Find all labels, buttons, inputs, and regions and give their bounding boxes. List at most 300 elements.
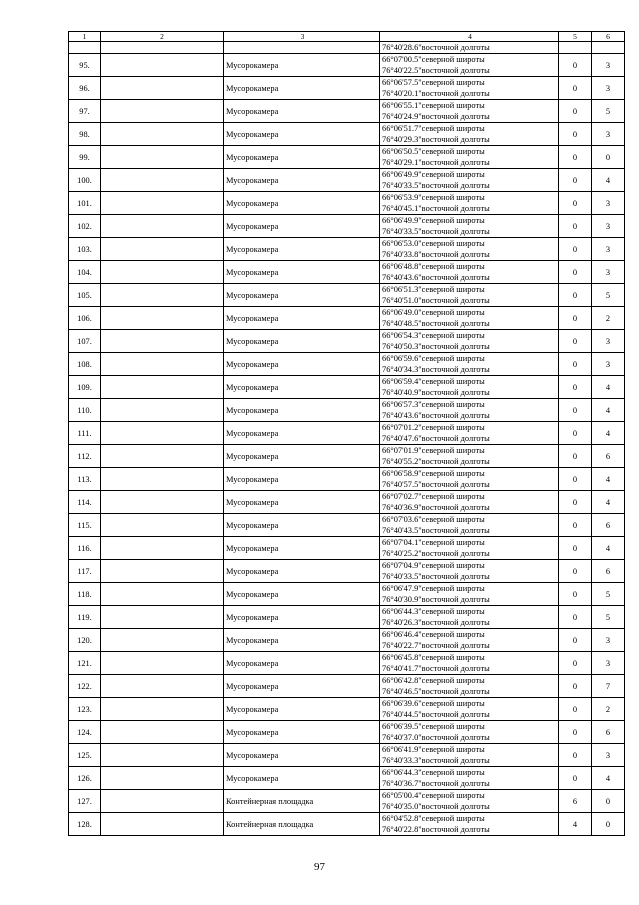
column-6-value: 3 (592, 215, 625, 238)
row-number: 117. (69, 560, 101, 583)
longitude: 76°40'44.5"восточной долготы (382, 710, 490, 719)
table-row (69, 100, 625, 123)
latitude: 66°06'44.3"северной широты (382, 768, 485, 777)
empty-cell (101, 123, 224, 146)
object-type: Мусорокамера (224, 123, 380, 146)
object-type: Мусорокамера (224, 468, 380, 491)
column-6-value: 3 (592, 238, 625, 261)
empty-cell (101, 629, 224, 652)
coordinates (380, 261, 559, 284)
table-row (69, 77, 625, 100)
empty-cell (101, 675, 224, 698)
coordinates (380, 560, 559, 583)
longitude: 76°40'26.3"восточной долготы (382, 618, 490, 627)
column-6-value: 6 (592, 560, 625, 583)
coordinates (380, 215, 559, 238)
coordinates (380, 146, 559, 169)
row-number: 105. (69, 284, 101, 307)
table-row (69, 422, 625, 445)
column-6-value: 3 (592, 54, 625, 77)
longitude: 76°40'37.0"восточной долготы (382, 733, 490, 742)
column-5-value: 6 (559, 790, 592, 813)
row-number: 127. (69, 790, 101, 813)
longitude: 76°40'43.5"восточной долготы (382, 526, 490, 535)
coordinates (380, 537, 559, 560)
latitude: 66°06'57.3"северной широты (382, 400, 485, 409)
latitude: 66°07'01.9"северной широты (382, 446, 485, 455)
table-row (69, 583, 625, 606)
table-row (69, 353, 625, 376)
empty-cell (101, 215, 224, 238)
column-6-value: 4 (592, 491, 625, 514)
object-type: Мусорокамера (224, 675, 380, 698)
column-6-value: 3 (592, 261, 625, 284)
longitude: 76°40'22.8"восточной долготы (382, 825, 490, 834)
longitude: 76°40'43.6"восточной долготы (382, 411, 490, 420)
table-row (69, 790, 625, 813)
row-number: 95. (69, 54, 101, 77)
row-number: 126. (69, 767, 101, 790)
empty-cell (101, 652, 224, 675)
longitude: 76°40'20.1"восточной долготы (382, 89, 490, 98)
row-number: 104. (69, 261, 101, 284)
coordinates (380, 744, 559, 767)
object-type: Мусорокамера (224, 491, 380, 514)
row-number: 102. (69, 215, 101, 238)
latitude: 66°06'48.8"северной широты (382, 262, 485, 271)
header-cell: 3 (224, 32, 380, 42)
row-number: 98. (69, 123, 101, 146)
coordinates (380, 284, 559, 307)
row-number: 122. (69, 675, 101, 698)
object-type: Мусорокамера (224, 192, 380, 215)
latitude: 66°06'47.9"северной широты (382, 584, 485, 593)
coordinates (380, 123, 559, 146)
empty-cell (101, 721, 224, 744)
latitude: 66°07'02.7"северной широты (382, 492, 485, 501)
empty-cell (101, 376, 224, 399)
table-row (69, 192, 625, 215)
column-6-value: 3 (592, 652, 625, 675)
object-type: Мусорокамера (224, 376, 380, 399)
coordinates (380, 100, 559, 123)
cell (559, 42, 592, 54)
row-number: 123. (69, 698, 101, 721)
row-number: 109. (69, 376, 101, 399)
header-cell: 1 (69, 32, 101, 42)
object-type: Мусорокамера (224, 307, 380, 330)
empty-cell (101, 100, 224, 123)
latitude: 66°07'04.1"северной широты (382, 538, 485, 547)
empty-cell (101, 330, 224, 353)
table-row (69, 284, 625, 307)
coordinates (380, 169, 559, 192)
column-6-value: 0 (592, 790, 625, 813)
object-type: Мусорокамера (224, 169, 380, 192)
coordinates (380, 422, 559, 445)
longitude: 76°40'55.2"восточной долготы (382, 457, 490, 466)
row-number: 124. (69, 721, 101, 744)
object-type: Мусорокамера (224, 215, 380, 238)
empty-cell (101, 284, 224, 307)
column-5-value: 0 (559, 468, 592, 491)
object-type: Мусорокамера (224, 652, 380, 675)
table-row (69, 767, 625, 790)
column-5-value: 0 (559, 560, 592, 583)
longitude: 76°40'51.0"восточной долготы (382, 296, 490, 305)
longitude: 76°40'40.9"восточной долготы (382, 388, 490, 397)
column-6-value: 5 (592, 284, 625, 307)
latitude: 66°07'03.6"северной широты (382, 515, 485, 524)
object-type: Мусорокамера (224, 721, 380, 744)
row-number: 121. (69, 652, 101, 675)
coordinates (380, 445, 559, 468)
latitude: 66°06'39.6"северной широты (382, 699, 485, 708)
longitude: 76°40'48.5"восточной долготы (382, 319, 490, 328)
column-5-value: 0 (559, 192, 592, 215)
latitude: 66°06'49.9"северной широты (382, 170, 485, 179)
empty-cell (101, 767, 224, 790)
table-row (69, 721, 625, 744)
object-type: Мусорокамера (224, 445, 380, 468)
column-5-value: 0 (559, 583, 592, 606)
longitude: 76°40'41.7"восточной долготы (382, 664, 490, 673)
continuation-coordinate: 76°40'28.6"восточной долготы (380, 42, 559, 54)
latitude: 66°06'49.0"северной широты (382, 308, 485, 317)
empty-cell (101, 468, 224, 491)
latitude: 66°06'50.5"северной широты (382, 147, 485, 156)
column-5-value: 0 (559, 744, 592, 767)
page-number: 97 (314, 861, 325, 873)
object-type: Мусорокамера (224, 744, 380, 767)
table-row (69, 238, 625, 261)
latitude: 66°06'53.9"северной широты (382, 193, 485, 202)
coordinates (380, 353, 559, 376)
latitude: 66°07'00.5"северной широты (382, 55, 485, 64)
cell (592, 42, 625, 54)
longitude: 76°40'24.9"восточной долготы (382, 112, 490, 121)
header-cell: 2 (101, 32, 224, 42)
empty-cell (101, 192, 224, 215)
row-number: 112. (69, 445, 101, 468)
latitude: 66°06'58.9"северной широты (382, 469, 485, 478)
object-type: Мусорокамера (224, 399, 380, 422)
continuation-row (69, 42, 625, 54)
header-row (69, 32, 625, 42)
column-5-value: 4 (559, 813, 592, 836)
coordinates (380, 238, 559, 261)
longitude: 76°40'33.3"восточной долготы (382, 756, 490, 765)
longitude: 76°40'33.5"восточной долготы (382, 227, 490, 236)
coordinates (380, 307, 559, 330)
coordinates (380, 514, 559, 537)
latitude: 66°06'45.8"северной широты (382, 653, 485, 662)
column-5-value: 0 (559, 537, 592, 560)
object-type: Мусорокамера (224, 560, 380, 583)
longitude: 76°40'45.1"восточной долготы (382, 204, 490, 213)
object-type: Мусорокамера (224, 146, 380, 169)
cell (224, 42, 380, 54)
column-6-value: 6 (592, 514, 625, 537)
column-5-value: 0 (559, 652, 592, 675)
column-5-value: 0 (559, 307, 592, 330)
empty-cell (101, 514, 224, 537)
cell (69, 42, 101, 54)
coordinates (380, 77, 559, 100)
column-5-value: 0 (559, 261, 592, 284)
column-6-value: 6 (592, 445, 625, 468)
empty-cell (101, 307, 224, 330)
object-type: Контейнерная площадка (224, 813, 380, 836)
column-6-value: 4 (592, 422, 625, 445)
object-type: Мусорокамера (224, 284, 380, 307)
table-row (69, 606, 625, 629)
row-number: 96. (69, 77, 101, 100)
column-6-value: 4 (592, 399, 625, 422)
table-row (69, 560, 625, 583)
object-type: Мусорокамера (224, 514, 380, 537)
column-5-value: 0 (559, 399, 592, 422)
latitude: 66°06'41.9"северной широты (382, 745, 485, 754)
longitude: 76°40'33.5"восточной долготы (382, 572, 490, 581)
column-5-value: 0 (559, 606, 592, 629)
latitude: 66°05'00.4"северной широты (382, 791, 485, 800)
column-6-value: 4 (592, 376, 625, 399)
row-number: 114. (69, 491, 101, 514)
coordinates (380, 813, 559, 836)
coordinates (380, 652, 559, 675)
coordinates (380, 790, 559, 813)
empty-cell (101, 54, 224, 77)
empty-cell (101, 744, 224, 767)
coordinates (380, 54, 559, 77)
table-row (69, 376, 625, 399)
coordinates (380, 721, 559, 744)
table-row (69, 744, 625, 767)
column-5-value: 0 (559, 376, 592, 399)
object-type: Мусорокамера (224, 261, 380, 284)
column-5-value: 0 (559, 353, 592, 376)
column-6-value: 3 (592, 123, 625, 146)
empty-cell (101, 238, 224, 261)
table-row (69, 514, 625, 537)
column-6-value: 3 (592, 629, 625, 652)
latitude: 66°07'04.9"северной широты (382, 561, 485, 570)
latitude: 66°07'01.2"северной широты (382, 423, 485, 432)
coordinates (380, 675, 559, 698)
row-number: 99. (69, 146, 101, 169)
longitude: 76°40'29.3"восточной долготы (382, 135, 490, 144)
latitude: 66°06'44.3"северной широты (382, 607, 485, 616)
table-row (69, 399, 625, 422)
empty-cell (101, 537, 224, 560)
column-6-value: 3 (592, 330, 625, 353)
column-6-value: 5 (592, 100, 625, 123)
table-row (69, 307, 625, 330)
column-6-value: 5 (592, 606, 625, 629)
object-type: Мусорокамера (224, 537, 380, 560)
longitude: 76°40'29.1"восточной долготы (382, 158, 490, 167)
object-type: Мусорокамера (224, 767, 380, 790)
header-cell: 4 (380, 32, 559, 42)
column-5-value: 0 (559, 54, 592, 77)
longitude: 76°40'46.5"восточной долготы (382, 687, 490, 696)
longitude: 76°40'36.9"восточной долготы (382, 503, 490, 512)
row-number: 125. (69, 744, 101, 767)
object-type: Мусорокамера (224, 238, 380, 261)
object-type: Мусорокамера (224, 54, 380, 77)
empty-cell (101, 560, 224, 583)
column-5-value: 0 (559, 422, 592, 445)
column-6-value: 4 (592, 169, 625, 192)
column-5-value: 0 (559, 514, 592, 537)
latitude: 66°06'51.3"северной широты (382, 285, 485, 294)
column-6-value: 3 (592, 744, 625, 767)
row-number: 118. (69, 583, 101, 606)
empty-cell (101, 146, 224, 169)
longitude: 76°40'35.0"восточной долготы (382, 802, 490, 811)
header-cell: 6 (592, 32, 625, 42)
coordinates (380, 583, 559, 606)
object-type: Мусорокамера (224, 606, 380, 629)
column-5-value: 0 (559, 169, 592, 192)
table-row (69, 123, 625, 146)
latitude: 66°06'57.5"северной широты (382, 78, 485, 87)
coordinates (380, 330, 559, 353)
row-number: 103. (69, 238, 101, 261)
row-number: 113. (69, 468, 101, 491)
latitude: 66°06'55.1"северной широты (382, 101, 485, 110)
row-number: 101. (69, 192, 101, 215)
table-body (69, 32, 625, 836)
coordinates (380, 767, 559, 790)
table-row (69, 537, 625, 560)
empty-cell (101, 606, 224, 629)
object-type: Мусорокамера (224, 629, 380, 652)
latitude: 66°06'51.7"северной широты (382, 124, 485, 133)
cell (101, 42, 224, 54)
empty-cell (101, 353, 224, 376)
longitude: 76°40'30.9"восточной долготы (382, 595, 490, 604)
column-6-value: 4 (592, 767, 625, 790)
longitude: 76°40'47.6"восточной долготы (382, 434, 490, 443)
empty-cell (101, 583, 224, 606)
column-5-value: 0 (559, 215, 592, 238)
object-type: Мусорокамера (224, 583, 380, 606)
column-5-value: 0 (559, 629, 592, 652)
column-5-value: 0 (559, 767, 592, 790)
column-6-value: 5 (592, 583, 625, 606)
empty-cell (101, 399, 224, 422)
empty-cell (101, 790, 224, 813)
latitude: 66°06'42.8"северной широты (382, 676, 485, 685)
empty-cell (101, 491, 224, 514)
longitude: 76°40'36.7"восточной долготы (382, 779, 490, 788)
table-row (69, 261, 625, 284)
row-number: 120. (69, 629, 101, 652)
longitude: 76°40'43.6"восточной долготы (382, 273, 490, 282)
column-5-value: 0 (559, 123, 592, 146)
table-row (69, 675, 625, 698)
coordinates (380, 698, 559, 721)
object-type: Мусорокамера (224, 698, 380, 721)
empty-cell (101, 445, 224, 468)
latitude: 66°06'53.0"северной широты (382, 239, 485, 248)
column-5-value: 0 (559, 698, 592, 721)
table-row (69, 698, 625, 721)
column-6-value: 3 (592, 77, 625, 100)
row-number: 97. (69, 100, 101, 123)
header-cell: 5 (559, 32, 592, 42)
column-6-value: 3 (592, 353, 625, 376)
row-number: 116. (69, 537, 101, 560)
row-number: 111. (69, 422, 101, 445)
column-5-value: 0 (559, 445, 592, 468)
empty-cell (101, 169, 224, 192)
table-row (69, 445, 625, 468)
coordinates (380, 192, 559, 215)
object-type: Контейнерная площадка (224, 790, 380, 813)
row-number: 107. (69, 330, 101, 353)
object-type: Мусорокамера (224, 353, 380, 376)
latitude: 66°06'46.4"северной широты (382, 630, 485, 639)
table-row (69, 468, 625, 491)
row-number: 115. (69, 514, 101, 537)
latitude: 66°04'52.8"северной широты (382, 814, 485, 823)
row-number: 100. (69, 169, 101, 192)
row-number: 128. (69, 813, 101, 836)
coordinates (380, 376, 559, 399)
empty-cell (101, 77, 224, 100)
table-row (69, 146, 625, 169)
column-5-value: 0 (559, 146, 592, 169)
table-row (69, 491, 625, 514)
column-6-value: 0 (592, 813, 625, 836)
coordinates (380, 606, 559, 629)
coordinates (380, 629, 559, 652)
latitude: 66°06'49.9"северной широты (382, 216, 485, 225)
coordinates (380, 399, 559, 422)
longitude: 76°40'57.5"восточной долготы (382, 480, 490, 489)
object-type: Мусорокамера (224, 100, 380, 123)
table-row (69, 629, 625, 652)
coordinates (380, 468, 559, 491)
table-row (69, 813, 625, 836)
column-6-value: 2 (592, 698, 625, 721)
column-6-value: 6 (592, 721, 625, 744)
longitude: 76°40'33.8"восточной долготы (382, 250, 490, 259)
empty-cell (101, 422, 224, 445)
column-5-value: 0 (559, 491, 592, 514)
latitude: 66°06'59.6"северной широты (382, 354, 485, 363)
table-row (69, 330, 625, 353)
column-6-value: 4 (592, 537, 625, 560)
longitude: 76°40'22.7"восточной долготы (382, 641, 490, 650)
column-6-value: 2 (592, 307, 625, 330)
column-6-value: 3 (592, 192, 625, 215)
latitude: 66°06'54.3"северной широты (382, 331, 485, 340)
longitude: 76°40'25.2"восточной долготы (382, 549, 490, 558)
table-row (69, 652, 625, 675)
longitude: 76°40'34.3"восточной долготы (382, 365, 490, 374)
row-number: 110. (69, 399, 101, 422)
coordinates (380, 491, 559, 514)
table-row (69, 54, 625, 77)
object-type: Мусорокамера (224, 330, 380, 353)
row-number: 106. (69, 307, 101, 330)
empty-cell (101, 261, 224, 284)
data-table (68, 31, 625, 836)
